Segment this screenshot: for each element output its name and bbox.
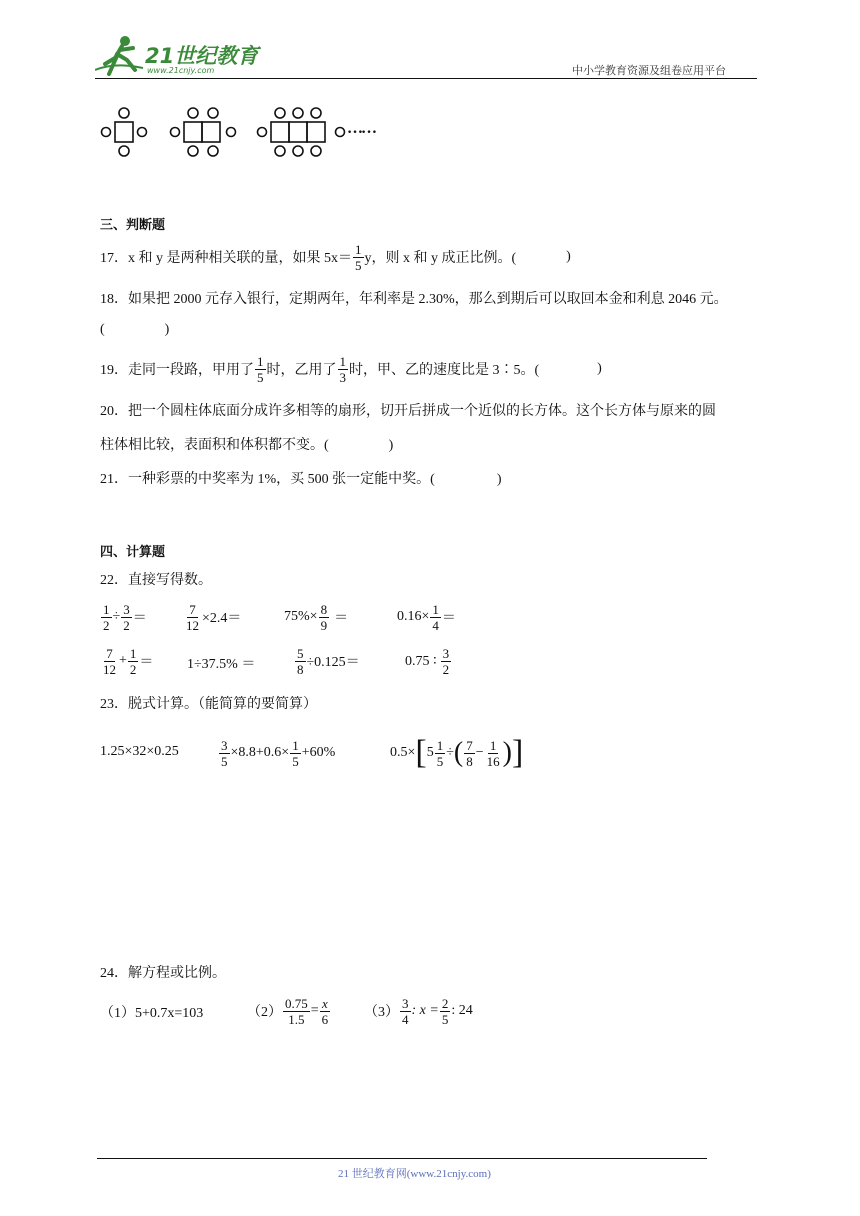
q19-fraction-2: $\frac{1}{3}$: [339, 353, 346, 385]
header-rule: [95, 78, 757, 79]
question-23-title: 23．脱式计算。（能简算的要简算）: [100, 697, 317, 712]
right-paren: ): [502, 737, 512, 768]
footer-text[interactable]: 21 世纪教育网(www.21cnjy.com): [338, 1168, 491, 1180]
q17-text-b: y，则 x 和 y 成正比例。(: [364, 251, 517, 266]
q23-expression-3: 0.5× [ 5 $\frac{1}{5}$ ÷ ( $\frac{7}{8}$ − $\frac{1}{16}$ ) ]: [390, 734, 524, 771]
question-20-line1: 20．把一个圆柱体底面分成许多相等的扇形，切开后拼成一个近似的长方体。这个长方体与原来的圆: [100, 404, 716, 419]
left-bracket: [: [415, 734, 427, 771]
question-24-title: 24．解方程或比例。: [100, 966, 226, 981]
q22-item-7: $\frac{5}{8}$ ÷0.125＝: [297, 645, 360, 677]
question-18-line2: ( ): [100, 322, 170, 337]
header-platform-text: 中小学教育资源及组卷应用平台: [572, 64, 726, 77]
question-17: 17． x 和 y 是两种相关联的量，如果 5x＝ $\frac{1}{5}$ y，则 x 和 y 成正比例。( ): [100, 241, 571, 273]
question-20-line2: 柱体相比较，表面积和体积都不变。( ): [100, 438, 394, 453]
q22-item-5: $\frac{7}{12}$ + $\frac{1}{2}$ ＝: [103, 645, 154, 677]
q17-text-a: x 和 y 是两种相关联的量，如果 5x＝: [128, 251, 352, 266]
question-18-line1: 18．如果把 2000 元存入银行，定期两年，年利率是 2.30%，那么到期后可以取回本金和利息 2046 元。: [100, 292, 728, 307]
q17-fraction: $\frac{1}{5}$: [355, 241, 362, 273]
q22-item-2: $\frac{7}{12}$ ×2.4＝: [186, 601, 242, 633]
q24-equation-1: （1）5+0.7x=103: [100, 1006, 204, 1021]
section-title-judgment: 三、判断题: [100, 218, 166, 233]
question-22-title: 22．直接写得数。: [100, 573, 212, 588]
footer-rule: [97, 1158, 707, 1159]
logo-text: 21世纪教育: [145, 44, 259, 68]
left-paren: (: [453, 737, 464, 768]
q17-number: 17．: [100, 251, 128, 266]
q19-fraction-1: $\frac{1}{5}$: [257, 353, 264, 385]
q22-item-8: 0.75 ∶ $\frac{3}{2}$: [405, 645, 450, 677]
question-21: 21．一种彩票的中奖率为 1%，买 500 张一定能中奖。( ): [100, 472, 502, 487]
q22-item-3: 75%× $\frac{8}{9}$ ＝: [284, 601, 349, 633]
q24-equation-2: （2） $\frac{0.75}{1.5}$ = $\frac{x}{6}$: [247, 995, 329, 1027]
q24-equation-3: （3） $\frac{3}{4}$ : x = $\frac{2}{5}$ : 24: [364, 995, 473, 1027]
q22-item-6: 1÷37.5% ＝: [187, 657, 256, 672]
q22-item-1: $\frac{1}{2}$ ÷ $\frac{3}{2}$ ＝: [103, 601, 147, 633]
right-bracket: ]: [511, 734, 524, 771]
question-19: 19．走同一段路，甲用了 $\frac{1}{5}$ 时，乙用了 $\frac{1}{3}$ 时，甲、乙的速度比是 3∶5。( ): [100, 353, 602, 385]
q22-item-4: 0.16× $\frac{1}{4}$ ＝: [397, 601, 456, 633]
q23-expression-1: 1.25×32×0.25: [100, 744, 179, 759]
logo-url: www.21cnjy.com: [147, 66, 215, 75]
section-title-calculation: 四、计算题: [100, 545, 166, 560]
pattern-ellipsis: ……: [347, 120, 375, 137]
q23-expression-2: $\frac{3}{5}$ ×8.8+0.6× $\frac{1}{5}$ +60%: [221, 737, 336, 769]
runner-logo-icon: [95, 34, 145, 76]
